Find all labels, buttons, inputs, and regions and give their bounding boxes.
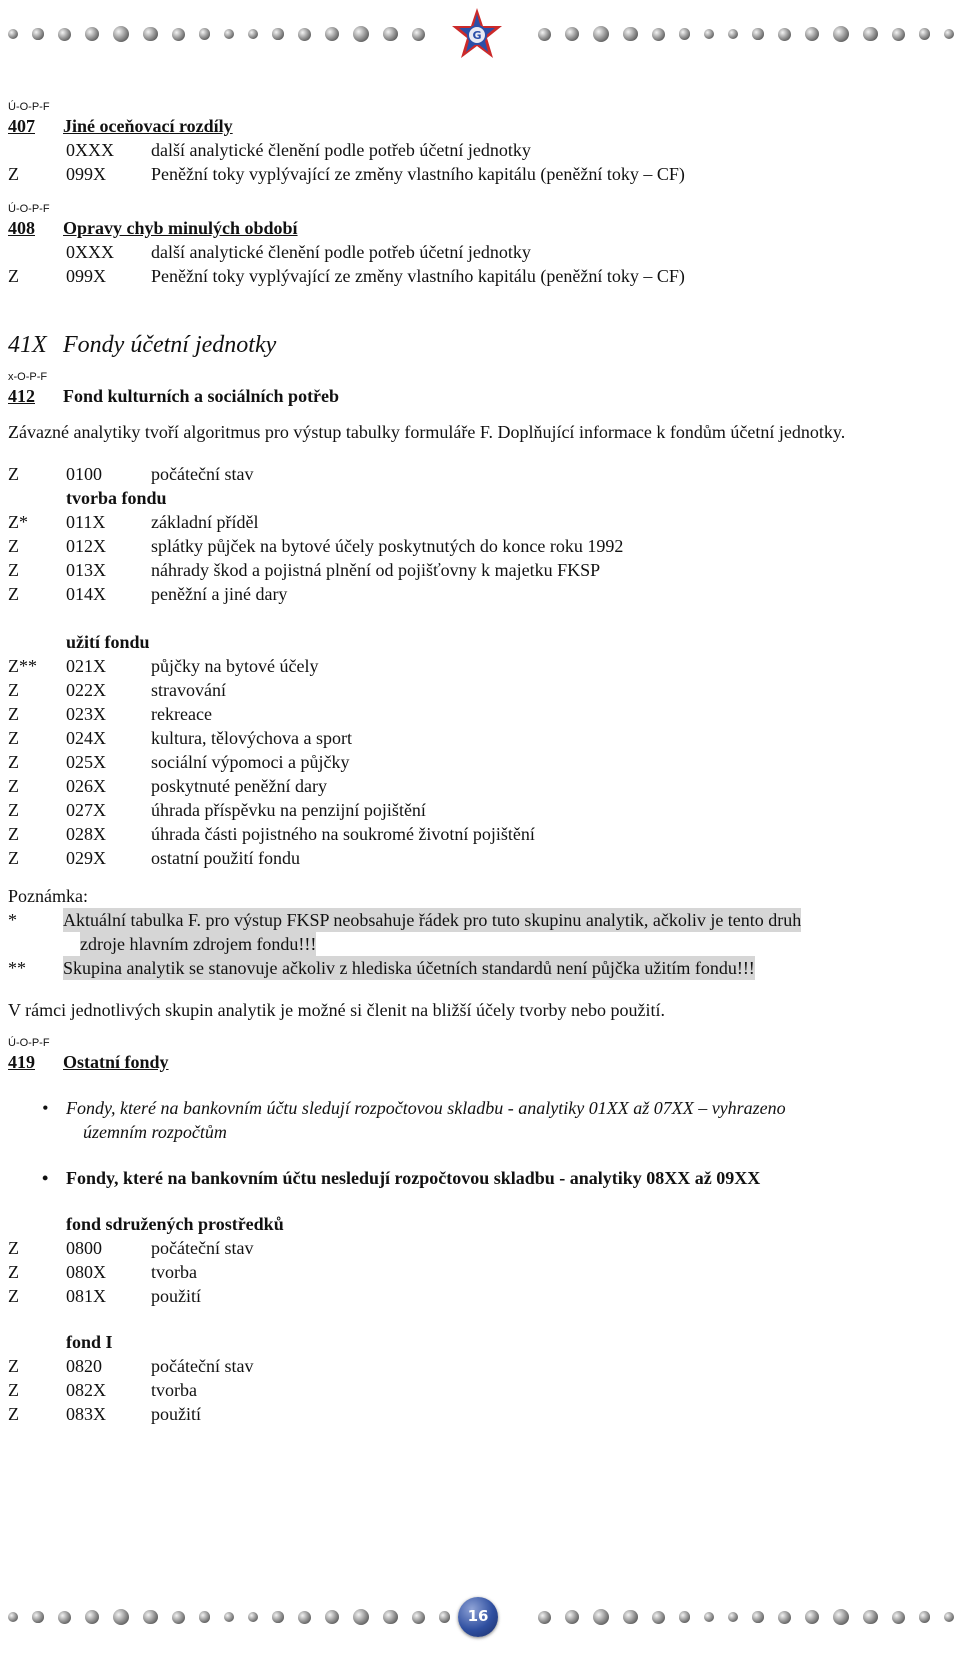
decorative-dot	[412, 28, 425, 41]
bullet-text: Fondy, které na bankovním účtu sledují rozpočtovou skladbu - analytiky 01XX až 07XX – vyhrazeno	[66, 1098, 786, 1118]
subgroup-heading	[8, 1330, 948, 1354]
row-code: 027X	[66, 800, 106, 820]
row-flag: Z	[8, 752, 19, 772]
decorative-dot	[85, 1610, 100, 1625]
row-code: 082X	[66, 1380, 106, 1400]
analytic-row	[8, 798, 948, 822]
subgroup-heading	[8, 486, 948, 510]
decorative-dot	[919, 28, 931, 40]
decorative-dot	[833, 26, 849, 42]
bullet-dot-icon: •	[42, 1098, 49, 1118]
row-flag: Z	[8, 824, 19, 844]
section-flag: Ú-O-P-F	[8, 1037, 50, 1049]
decorative-dot	[58, 28, 71, 41]
row-text: náhrady škod a pojistná plnění od pojišťovny k majetku FKSP	[151, 560, 601, 580]
analytic-row	[8, 240, 948, 264]
analytic-row	[8, 582, 948, 606]
bullet-text: Fondy, které na bankovním účtu nesledují rozpočtovou skladbu - analytiky 08XX až 09XX	[66, 1168, 761, 1188]
note-label: Poznámka:	[8, 886, 88, 906]
account-code: 412	[8, 386, 35, 406]
bullet-dot-icon: •	[42, 1168, 49, 1188]
decorative-dot	[113, 1609, 129, 1625]
row-text: počáteční stav	[151, 464, 254, 484]
decorative-dot	[652, 1611, 665, 1624]
decorative-dot	[805, 1610, 820, 1625]
analytic-row	[8, 162, 948, 186]
decorative-dot	[224, 29, 234, 39]
row-text: úhrada příspěvku na penzijní pojištění	[151, 800, 426, 820]
decorative-dot	[728, 29, 738, 39]
decorative-dot	[704, 1612, 714, 1622]
analytic-row	[8, 138, 948, 162]
subgroup-title: fond sdružených prostředků	[66, 1214, 284, 1234]
row-flag: Z	[8, 1380, 19, 1400]
row-code: 099X	[66, 266, 106, 286]
row-text: další analytické členění podle potřeb účetní jednotky	[151, 242, 531, 262]
row-code: 080X	[66, 1262, 106, 1282]
decorative-dot	[248, 29, 258, 39]
decorative-dot	[778, 1611, 791, 1624]
company-logo	[447, 6, 507, 64]
analytic-row	[8, 264, 948, 288]
row-flag: Z*	[8, 512, 28, 532]
row-text: ostatní použití fondu	[151, 848, 300, 868]
row-code: 012X	[66, 536, 106, 556]
decorative-dot	[199, 1611, 211, 1623]
analytic-row	[8, 702, 948, 726]
svg-text:G: G	[472, 29, 482, 42]
decorative-dot	[32, 1611, 44, 1623]
note-text: Skupina analytik se stanovuje ačkoliv z hlediska účetních standardů není půjčka užitím fondu!!!	[63, 958, 755, 978]
row-flag: Z**	[8, 656, 37, 676]
decorative-dot	[944, 29, 954, 39]
subgroup-heading	[8, 1212, 948, 1236]
group-heading-41x	[8, 328, 948, 362]
decorative-dot	[199, 28, 211, 40]
row-text: tvorba	[151, 1380, 197, 1400]
document-body	[8, 100, 948, 1426]
section-intro: Závazné analytiky tvoří algoritmus pro výstup tabulky formuláře F. Doplňující informace k fondům účetní jednotky.	[8, 422, 846, 442]
subgroup-title: tvorba fondu	[66, 488, 167, 508]
row-code: 026X	[66, 776, 106, 796]
row-text: úhrada části pojistného na soukromé životní pojištění	[151, 824, 535, 844]
note-row-continued	[8, 932, 948, 956]
decorative-dot	[32, 28, 44, 40]
row-text: poskytnuté peněžní dary	[151, 776, 327, 796]
decorative-dot	[944, 1612, 954, 1622]
row-code: 014X	[66, 584, 106, 604]
analytic-row	[8, 822, 948, 846]
decorative-dot	[538, 28, 551, 41]
note-row	[8, 956, 948, 980]
row-text: kultura, tělovýchova a sport	[151, 728, 352, 748]
row-code: 0100	[66, 464, 102, 484]
decorative-dot	[298, 28, 311, 41]
bullet-item	[8, 1166, 948, 1190]
decorative-dot	[224, 1612, 234, 1622]
decorative-dot	[113, 26, 129, 42]
row-code: 0XXX	[66, 242, 114, 262]
subgroup-title: fond I	[66, 1332, 113, 1352]
row-flag: Z	[8, 1356, 19, 1376]
account-code: 419	[8, 1052, 35, 1072]
decorative-dot	[752, 28, 764, 40]
decorative-dot	[623, 1610, 638, 1625]
row-code: 029X	[66, 848, 106, 868]
decorative-dot	[143, 27, 158, 42]
decorative-dot	[538, 1611, 551, 1624]
row-text: další analytické členění podle potřeb účetní jednotky	[151, 140, 531, 160]
account-code: 408	[8, 218, 35, 238]
analytic-row	[8, 726, 948, 750]
subgroup-heading	[8, 630, 948, 654]
note-text: zdroje hlavním zdrojem fondu!!!	[80, 934, 317, 954]
row-flag: Z	[8, 1404, 19, 1424]
row-flag: Z	[8, 536, 19, 556]
section-heading-407	[8, 114, 948, 138]
account-title: Fond kulturních a sociálních potřeb	[63, 386, 340, 406]
row-flag: Z	[8, 584, 19, 604]
row-code: 0820	[66, 1356, 102, 1376]
decorative-dot	[752, 1611, 764, 1623]
decorative-dot	[325, 27, 340, 42]
decorative-dot	[272, 28, 284, 40]
row-text: počáteční stav	[151, 1356, 254, 1376]
analytic-row	[8, 678, 948, 702]
row-flag: Z	[8, 728, 19, 748]
row-code: 0XXX	[66, 140, 114, 160]
section-heading-408	[8, 216, 948, 240]
analytic-row	[8, 774, 948, 798]
row-flag: Z	[8, 1286, 19, 1306]
decorative-dot	[565, 1610, 580, 1625]
note-text: Aktuální tabulka F. pro výstup FKSP neobsahuje řádek pro tuto skupinu analytik, ačkoliv je tento druh	[63, 910, 802, 930]
row-text: půjčky na bytové účely	[151, 656, 319, 676]
row-text: Peněžní toky vyplývající ze změny vlastního kapitálu (peněžní toky – CF)	[151, 164, 685, 184]
decorative-dot	[728, 1612, 738, 1622]
row-text: tvorba	[151, 1262, 197, 1282]
analytic-row	[8, 534, 948, 558]
page-number-badge	[458, 1597, 498, 1637]
row-code: 0800	[66, 1238, 102, 1258]
analytic-row	[8, 654, 948, 678]
decorative-dot	[172, 1611, 185, 1624]
decorative-dot	[143, 1610, 158, 1625]
account-title: Ostatní fondy	[63, 1052, 169, 1072]
row-code: 013X	[66, 560, 106, 580]
row-flag: Z	[8, 776, 19, 796]
section-flag: Ú-O-P-F	[8, 101, 50, 113]
decorative-dot	[353, 26, 369, 42]
row-flag: Z	[8, 560, 19, 580]
row-text: použití	[151, 1286, 201, 1306]
bullet-item	[8, 1096, 948, 1144]
analytic-row	[8, 1236, 948, 1260]
decorative-dot	[704, 29, 714, 39]
row-code: 023X	[66, 704, 106, 724]
row-flag: Z	[8, 1262, 19, 1282]
row-code: 028X	[66, 824, 106, 844]
note-mark: *	[8, 910, 17, 930]
decorative-dot	[439, 1611, 451, 1623]
decorative-dot	[892, 28, 905, 41]
analytic-row	[8, 1378, 948, 1402]
analytic-row	[8, 1402, 948, 1426]
decorative-dot	[919, 1611, 931, 1623]
row-flag: Z	[8, 266, 19, 286]
decorative-dot	[679, 1611, 691, 1623]
row-flag: Z	[8, 1238, 19, 1258]
analytic-row	[8, 1260, 948, 1284]
decorative-dot	[892, 1611, 905, 1624]
decorative-dot	[8, 1612, 18, 1622]
row-flag: Z	[8, 680, 19, 700]
analytic-row	[8, 558, 948, 582]
section-heading-412	[8, 384, 948, 408]
analytic-row	[8, 846, 948, 870]
closing-paragraph: V rámci jednotlivých skupin analytik je možné si členit na bližší účely tvorby nebo použití.	[8, 1000, 666, 1020]
decorative-dot	[412, 1611, 425, 1624]
row-text: použití	[151, 1404, 201, 1424]
analytic-row	[8, 750, 948, 774]
decorative-dot	[85, 27, 100, 42]
group-title: Fondy účetní jednotky	[63, 332, 277, 358]
row-text: Peněžní toky vyplývající ze změny vlastního kapitálu (peněžní toky – CF)	[151, 266, 685, 286]
row-text: splátky půjček na bytové účely poskytnutých do konce roku 1992	[151, 536, 624, 556]
note-row	[8, 908, 948, 932]
row-flag: Z	[8, 800, 19, 820]
decorative-dot	[623, 27, 638, 42]
row-text: rekreace	[151, 704, 212, 724]
decorative-dot	[58, 1611, 71, 1624]
decorative-dot	[593, 26, 609, 42]
decorative-dot	[383, 1610, 398, 1625]
decorative-dot	[593, 1609, 609, 1625]
group-code: 41X	[8, 332, 47, 358]
decorative-dot	[863, 27, 878, 42]
note-mark: **	[8, 958, 26, 978]
row-code: 024X	[66, 728, 106, 748]
row-text: sociální výpomoci a půjčky	[151, 752, 350, 772]
account-code: 407	[8, 116, 35, 136]
section-flag: x-O-P-F	[8, 371, 48, 383]
decorative-dot	[805, 27, 820, 42]
decorative-dot	[679, 28, 691, 40]
account-title: Jiné oceňovací rozdíly	[63, 116, 233, 136]
decorative-dot	[172, 28, 185, 41]
decorative-dot	[8, 29, 18, 39]
analytic-row	[8, 462, 948, 486]
account-title: Opravy chyb minulých období	[63, 218, 298, 238]
row-code: 025X	[66, 752, 106, 772]
row-text: základní příděl	[151, 512, 259, 532]
analytic-row	[8, 510, 948, 534]
subgroup-title: užití fondu	[66, 632, 150, 652]
row-text: stravování	[151, 680, 226, 700]
bullet-text: územním rozpočtům	[83, 1122, 227, 1142]
row-text: počáteční stav	[151, 1238, 254, 1258]
decorative-dot	[353, 1609, 369, 1625]
decorative-dot	[248, 1612, 258, 1622]
row-code: 011X	[66, 512, 106, 532]
analytic-row	[8, 1284, 948, 1308]
row-code: 083X	[66, 1404, 106, 1424]
analytic-row	[8, 1354, 948, 1378]
row-flag: Z	[8, 164, 19, 184]
row-code: 021X	[66, 656, 106, 676]
decorative-dot	[325, 1610, 340, 1625]
row-code: 099X	[66, 164, 106, 184]
row-flag: Z	[8, 464, 19, 484]
page-number: 16	[467, 1607, 489, 1625]
row-code: 081X	[66, 1286, 106, 1306]
decorative-dot	[652, 28, 665, 41]
decorative-dot	[833, 1609, 849, 1625]
row-flag: Z	[8, 704, 19, 724]
decorative-dot	[383, 27, 398, 42]
section-heading-419	[8, 1050, 948, 1074]
section-flag: Ú-O-P-F	[8, 203, 50, 215]
decorative-dot	[778, 28, 791, 41]
decorative-dot	[272, 1611, 284, 1623]
decorative-dot	[565, 27, 580, 42]
decorative-dot	[298, 1611, 311, 1624]
row-code: 022X	[66, 680, 106, 700]
row-text: peněžní a jiné dary	[151, 584, 288, 604]
decorative-dot	[863, 1610, 878, 1625]
row-flag: Z	[8, 848, 19, 868]
